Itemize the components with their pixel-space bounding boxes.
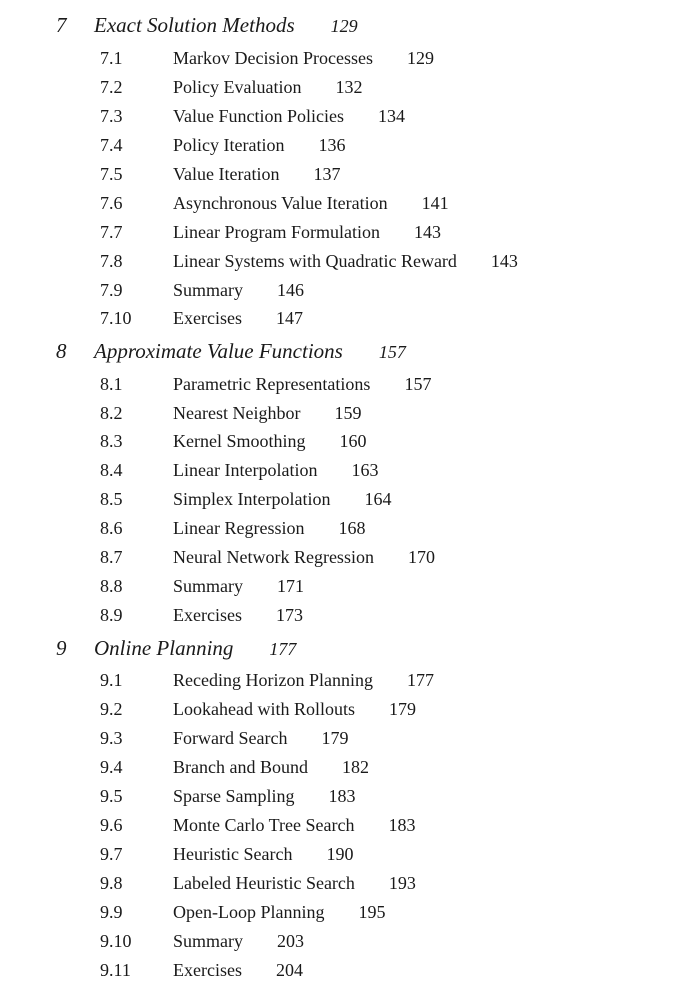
section-page: 137 — [313, 164, 341, 184]
section-entry[interactable] — [0, 544, 700, 570]
section-page: 179 — [321, 728, 349, 748]
section-entry[interactable] — [0, 103, 700, 129]
section-title: Summary — [173, 576, 243, 596]
section-number: 9.8 — [100, 873, 123, 893]
section-title: Linear Program Formulation — [173, 222, 380, 242]
section-title: Linear Regression — [173, 518, 305, 538]
section-entry[interactable] — [0, 667, 700, 693]
section-number: 8.6 — [100, 518, 123, 538]
section-number: 8.9 — [100, 605, 123, 625]
section-page: 203 — [277, 931, 304, 951]
section-entry[interactable] — [0, 428, 700, 454]
chapter-number: 9 — [56, 636, 67, 660]
section-title: Summary — [173, 931, 243, 951]
section-title: Value Function Policies — [173, 106, 344, 126]
section-number: 9.4 — [100, 757, 123, 777]
section-number: 9.9 — [100, 902, 123, 922]
chapter-page: 129 — [330, 16, 358, 36]
section-title: Parametric Representations — [173, 374, 371, 394]
section-page: 164 — [364, 489, 392, 509]
section-page: 183 — [328, 786, 356, 806]
chapter-page: 157 — [378, 342, 406, 362]
section-number: 9.2 — [100, 699, 123, 719]
section-entry[interactable] — [0, 573, 700, 599]
section-number: 9.11 — [100, 960, 131, 980]
section-entry[interactable] — [0, 486, 700, 512]
section-entry[interactable] — [0, 371, 700, 397]
section-page: 195 — [358, 902, 386, 922]
section-page: 171 — [277, 576, 304, 596]
section-entry[interactable] — [0, 400, 700, 426]
section-number: 7.7 — [100, 222, 123, 242]
chapter-title: Online Planning — [94, 636, 234, 660]
section-title: Simplex Interpolation — [173, 489, 331, 509]
section-number: 8.1 — [100, 374, 123, 394]
section-entry[interactable] — [0, 928, 700, 954]
section-number: 8.3 — [100, 431, 123, 451]
section-title: Forward Search — [173, 728, 288, 748]
section-page: 173 — [275, 605, 303, 625]
section-page: 129 — [406, 48, 434, 68]
section-number: 7.3 — [100, 106, 123, 126]
section-title: Exercises — [173, 605, 242, 625]
chapter-page: 177 — [269, 639, 297, 659]
section-entry[interactable] — [0, 783, 700, 809]
section-title: Open-Loop Planning — [173, 902, 325, 922]
section-entry[interactable] — [0, 132, 700, 158]
section-title: Neural Network Regression — [173, 547, 374, 567]
section-number: 8.2 — [100, 403, 123, 423]
section-entry[interactable] — [0, 696, 700, 722]
section-title: Monte Carlo Tree Search — [173, 815, 355, 835]
section-page: 132 — [335, 77, 363, 97]
section-number: 9.7 — [100, 844, 123, 864]
section-entry[interactable] — [0, 457, 700, 483]
section-title: Policy Iteration — [173, 135, 285, 155]
chapter-title: Approximate Value Functions — [94, 339, 343, 363]
section-entry[interactable] — [0, 725, 700, 751]
section-entry[interactable] — [0, 277, 700, 303]
section-title: Labeled Heuristic Search — [173, 873, 355, 893]
section-number: 9.1 — [100, 670, 123, 690]
section-number: 8.7 — [100, 547, 123, 567]
section-title: Summary — [173, 280, 243, 300]
section-title: Lookahead with Rollouts — [173, 699, 355, 719]
section-page: 134 — [377, 106, 405, 126]
section-entry[interactable] — [0, 957, 700, 983]
section-entry[interactable] — [0, 219, 700, 245]
section-entry[interactable] — [0, 248, 700, 274]
section-entry[interactable] — [0, 602, 700, 628]
section-page: 136 — [318, 135, 346, 155]
section-number: 9.3 — [100, 728, 123, 748]
section-entry[interactable] — [0, 161, 700, 187]
section-entry[interactable] — [0, 190, 700, 216]
section-title: Heuristic Search — [173, 844, 293, 864]
section-page: 204 — [275, 960, 303, 980]
section-number: 7.2 — [100, 77, 123, 97]
section-number: 8.4 — [100, 460, 123, 480]
section-title: Value Iteration — [173, 164, 280, 184]
section-number: 7.6 — [100, 193, 123, 213]
section-page: 143 — [490, 251, 518, 271]
section-title: Linear Systems with Quadratic Reward — [173, 251, 457, 271]
section-number: 9.5 — [100, 786, 123, 806]
section-page: 193 — [388, 873, 416, 893]
section-page: 141 — [421, 193, 449, 213]
section-page: 163 — [351, 460, 379, 480]
section-number: 7.4 — [100, 135, 123, 155]
section-number: 7.10 — [100, 308, 132, 328]
section-page: 168 — [338, 518, 366, 538]
chapter-entry[interactable] — [0, 337, 700, 365]
section-entry[interactable] — [0, 812, 700, 838]
section-title: Sparse Sampling — [173, 786, 295, 806]
section-number: 9.6 — [100, 815, 123, 835]
section-title: Branch and Bound — [173, 757, 308, 777]
section-title: Asynchronous Value Iteration — [173, 193, 388, 213]
section-page: 170 — [407, 547, 435, 567]
section-number: 7.8 — [100, 251, 123, 271]
section-entry[interactable] — [0, 305, 700, 331]
section-number: 8.8 — [100, 576, 123, 596]
section-title: Policy Evaluation — [173, 77, 302, 97]
section-page: 159 — [334, 403, 362, 423]
section-title: Exercises — [173, 960, 242, 980]
section-entry[interactable] — [0, 74, 700, 100]
section-page: 179 — [388, 699, 416, 719]
section-number: 7.5 — [100, 164, 123, 184]
section-page: 190 — [326, 844, 354, 864]
section-title: Nearest Neighbor — [173, 403, 301, 423]
section-page: 157 — [404, 374, 432, 394]
section-title: Exercises — [173, 308, 242, 328]
section-page: 183 — [388, 815, 416, 835]
section-entry[interactable] — [0, 754, 700, 780]
section-entry[interactable] — [0, 515, 700, 541]
section-page: 182 — [341, 757, 369, 777]
section-title: Markov Decision Processes — [173, 48, 373, 68]
section-page: 146 — [277, 280, 304, 300]
section-title: Kernel Smoothing — [173, 431, 306, 451]
chapter-entry[interactable] — [0, 11, 700, 39]
section-page: 160 — [339, 431, 367, 451]
section-page: 147 — [275, 308, 303, 328]
section-entry[interactable] — [0, 899, 700, 925]
section-entry[interactable] — [0, 841, 700, 867]
section-title: Linear Interpolation — [173, 460, 318, 480]
chapter-number: 8 — [56, 339, 67, 363]
section-entry[interactable] — [0, 45, 700, 71]
section-number: 7.1 — [100, 48, 123, 68]
section-page: 177 — [406, 670, 434, 690]
chapter-entry[interactable] — [0, 634, 700, 662]
section-title: Receding Horizon Planning — [173, 670, 373, 690]
section-entry[interactable] — [0, 870, 700, 896]
section-page: 143 — [413, 222, 441, 242]
chapter-number: 7 — [56, 13, 67, 37]
section-number: 7.9 — [100, 280, 123, 300]
chapter-title: Exact Solution Methods — [94, 13, 295, 37]
section-number: 8.5 — [100, 489, 123, 509]
section-number: 9.10 — [100, 931, 132, 951]
